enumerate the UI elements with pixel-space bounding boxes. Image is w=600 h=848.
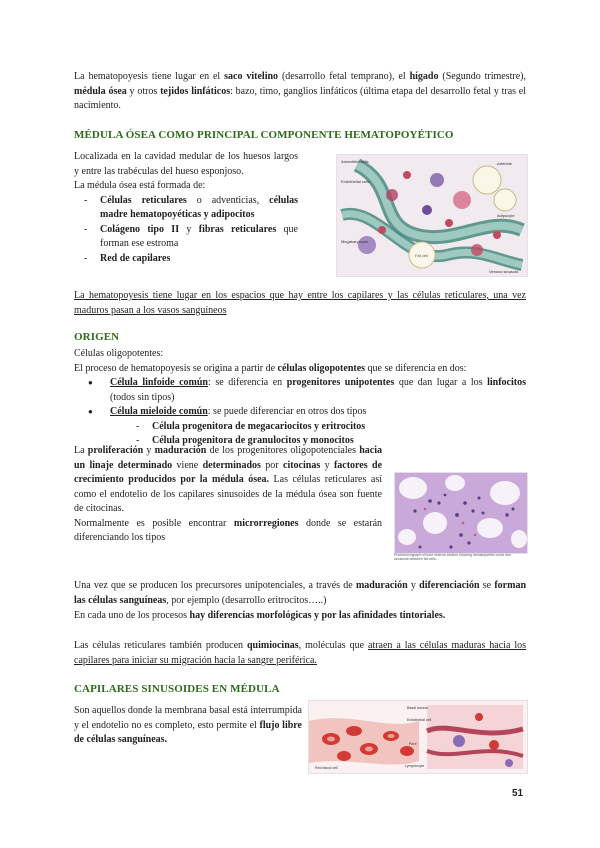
- bold-term: tejidos linfáticos: [160, 85, 231, 97]
- underlined-text: atraen a las células maduras hacia los capilares para iniciar su migración hacia la sangre periférica.: [74, 640, 527, 666]
- list-item: [74, 252, 298, 267]
- bold-term: diferenciación: [419, 580, 480, 591]
- bold-term: hay diferencias morfológicas y por las afinidades tintoriales.: [189, 610, 446, 621]
- bold-term: Red de capilares: [100, 252, 171, 264]
- list-item-linfoide: [74, 376, 526, 405]
- text: Normalmente es posible encontrar: [74, 517, 234, 529]
- text: se: [479, 580, 495, 591]
- text: que forman ese estroma: [100, 223, 298, 249]
- text: (Segundo trimestre),: [438, 71, 527, 82]
- bold-term: Células reticulares: [100, 194, 187, 206]
- text: Las células reticulares también producen: [74, 640, 247, 651]
- list-item: [74, 194, 298, 223]
- text: viene: [172, 459, 203, 471]
- sub-list-item: [74, 420, 526, 435]
- bold-term: determinados: [202, 459, 261, 471]
- text: La: [74, 445, 88, 456]
- sinusoid-diagram: [308, 700, 528, 774]
- origen-lead: [74, 362, 526, 377]
- label-arteriole: Arteriole: [497, 161, 512, 166]
- label-fat-cell: Fat cell: [415, 253, 428, 258]
- bold-term: fibras reticulares: [198, 223, 277, 235]
- capilares-paragraph: [74, 704, 302, 748]
- bold-term: Célula mieloide común: [110, 406, 208, 417]
- label-adventitial: Adventitial cells: [341, 159, 369, 164]
- text: : bazo, timo, ganglios linfáticos (última etapa del desarrollo fetal y tras el nacimiento.: [74, 85, 527, 111]
- text: Una vez que se producen los precursores unipotenciales, a través de: [74, 580, 356, 591]
- bold-term: citocinas: [283, 459, 321, 471]
- label-megakaryocyte: Megakaryocyte: [341, 239, 369, 244]
- text: Son aquellos donde la membrana basal está interrumpida y el endotelio no es completo, esto permite el: [74, 705, 302, 731]
- bone-marrow-micrograph: [394, 472, 528, 554]
- bone-marrow-diagram: [336, 154, 528, 277]
- bold-term: Célula progenitora de granulocitos y monocitos: [152, 435, 354, 446]
- bold-term: progenitores unipotentes: [286, 377, 395, 388]
- intro-paragraph: [74, 70, 526, 114]
- bold-term: forman las células sanguíneas: [74, 580, 527, 606]
- bold-term: células madre hematopoyéticas y adipocitos: [100, 194, 299, 220]
- micrograph-image: [395, 473, 527, 553]
- text: y otros: [126, 85, 161, 97]
- label-pore: Pore: [409, 742, 417, 746]
- bold-term: microrregiones: [233, 517, 299, 529]
- section-heading-origen: ORIGEN: [74, 331, 120, 343]
- section-heading-medula: MÉDULA ÓSEA COMO PRINCIPAL COMPONENTE HEMATOPOYÉTICO: [74, 129, 454, 141]
- microrregiones-sentence: [74, 517, 382, 546]
- text: y: [407, 580, 420, 591]
- text: Localizada en la cavidad medular de los huesos largos y entre las trabéculas del hueso esponjoso.: [74, 151, 298, 177]
- text: La médula ósea está formada de:: [74, 180, 206, 191]
- cell-type-list: [74, 376, 526, 449]
- label-endothelial: Endothelial cells: [341, 179, 370, 184]
- page-number: 51: [512, 788, 524, 799]
- bold-term: flujo libre de células sanguíneas.: [74, 719, 302, 745]
- origen-body: [74, 347, 526, 449]
- hematopoyesis-location-note: La hematopoyesis tiene lugar en los espacios que hay entre los capilares y las células reticulares, una vez maduros pasan a los vasos sanguíneos: [74, 290, 526, 316]
- text: (todos sin tipos): [110, 391, 175, 403]
- text: En cada uno de los procesos: [74, 610, 190, 621]
- procesos-sentence: [74, 609, 526, 624]
- composition-list: [74, 194, 298, 267]
- bone-marrow-illustration: [337, 155, 527, 276]
- text: o adventicias,: [186, 194, 270, 206]
- sinusoid-illustration: [309, 701, 527, 773]
- proliferation-paragraph: [74, 444, 382, 546]
- text: La hematopoyesis tiene lugar en el: [74, 71, 225, 82]
- section-heading-capilares: CAPILARES SINUSOIDES EN MÉDULA: [74, 683, 280, 695]
- bold-term: maduración: [154, 445, 207, 456]
- label-sinusoid: Venous sinusoid: [489, 269, 519, 274]
- bold-term: proliferación: [87, 445, 144, 456]
- bold-term: hacia un linaje determinado: [74, 445, 382, 471]
- micrograph-caption: Photomicrograph of bone marrow section showing hematopoietic cords and sinusoids between fat cells.: [394, 553, 511, 562]
- precursores-paragraph: [74, 579, 526, 608]
- list-item: [74, 223, 298, 252]
- bold-term: linfocitos: [487, 377, 526, 388]
- text: de los progenitores oligopotenciales: [206, 445, 360, 456]
- text: El proceso de hematopoyesis se origina a partir de: [74, 362, 278, 374]
- bold-term: células oligopotentes: [277, 362, 366, 374]
- label-adipocyte: Adipocyte: [497, 213, 515, 218]
- text: (desarrollo fetal temprano), el: [278, 71, 410, 82]
- label-red-blood-cell: Red blood cell: [315, 766, 338, 770]
- bold-term: Célula linfoide común: [110, 377, 208, 388]
- quimiocinas-paragraph: [74, 639, 526, 668]
- text: y: [320, 459, 334, 471]
- text: que se diferencia en dos:: [365, 362, 467, 374]
- text: donde se estarán diferenciando los tipos: [74, 517, 383, 543]
- bold-term: factores de crecimiento producidos por la médula ósea.: [74, 459, 383, 485]
- label-basal-lamina: Basal lamina: [407, 706, 428, 710]
- text: , moléculas que: [298, 640, 368, 651]
- text: por: [260, 459, 283, 471]
- subtitle: Células oligopotentes:: [74, 348, 164, 359]
- text: y: [179, 223, 199, 235]
- bold-term: Colágeno tipo II: [100, 223, 180, 235]
- bold-term: médula ósea: [74, 85, 127, 97]
- text: Las células reticulares así como el endotelio de los capilares sinusoides de la médula ósea son fuente de citocinas.: [74, 474, 383, 514]
- list-item-mieloide: [74, 405, 526, 420]
- bold-term: Célula progenitora de megacariocitos y eritrocitos: [152, 420, 366, 432]
- text: que dan lugar a los: [394, 377, 488, 388]
- bold-term: saco vitelino: [224, 71, 279, 82]
- text: , por ejemplo (desarrollo eritrocitos…..): [166, 594, 327, 606]
- text: : se diferencia en: [208, 377, 287, 388]
- label-lymphocyte: Lymphocyte: [405, 764, 425, 768]
- bold-term: hígado: [409, 71, 439, 82]
- text: : se puede diferenciar en otros dos tipos: [207, 406, 367, 417]
- medula-description: [74, 150, 298, 266]
- bold-term: maduración: [355, 580, 408, 591]
- label-endothelial-cell: Endothelial cell: [407, 718, 432, 722]
- text: y: [143, 445, 155, 456]
- bold-term: quimiocinas: [246, 640, 299, 651]
